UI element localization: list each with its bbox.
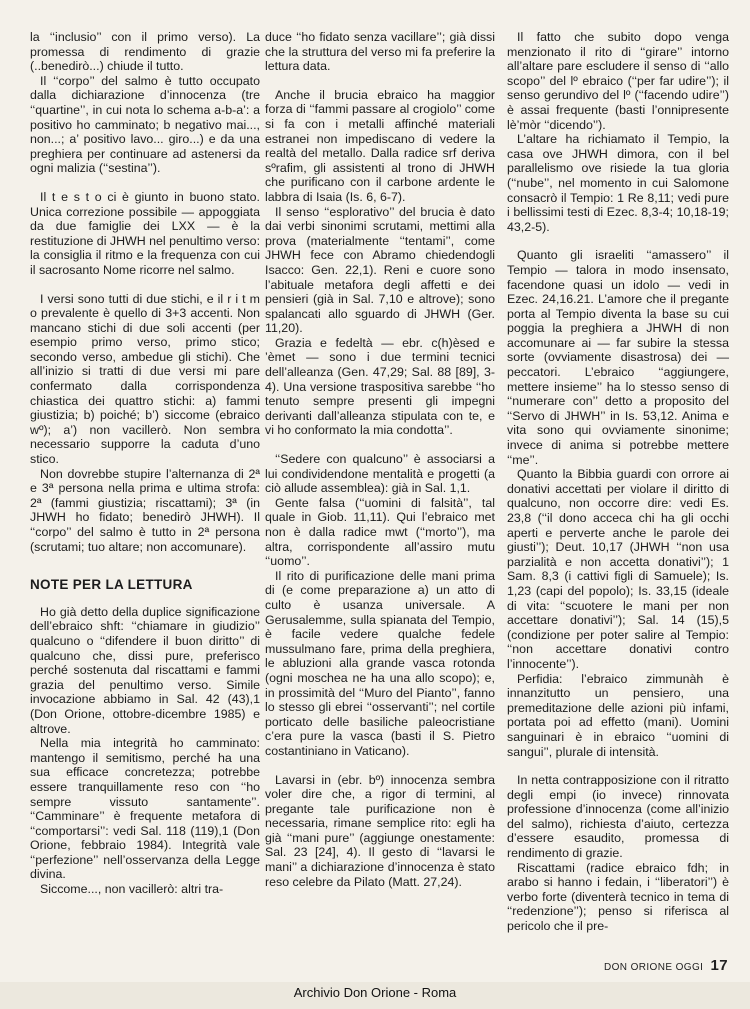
text-column-left <box>30 30 260 897</box>
paragraph: Il fatto che subito dopo venga menzionato il rito di ‘‘girare’’ intorno all’altare pare escludere il senso di ‘‘allo scopo’’ del lº ebraico (‘‘per far udire’’); il senso gerundivo del lº (‘‘facendo udire’’) è assai frequente (basti l’onnipresente lè’mòr ‘‘dicendo’’). <box>507 30 729 132</box>
paragraph: Perfidia: l’ebraico zimmunàh è innanzitutto un pensiero, una premeditazione delle azioni più infami, portata poi ad effetto (mani). Uomini sanguinari è in ebraico ‘‘uomini di sangui’’, plurale di intensità. <box>507 671 729 759</box>
paragraph: Il rito di purificazione delle mani prima di (e come preparazione a) un atto di culto è usanza universale. A Gerusalemme, sulla spianata del Tempio, è facile vedere qualche fedele mussulmano fare, prima della preghiera, le abluzioni alla grande vasca rotonda (ogni moschea ne ha una allo scopo); e, in prossimità del ‘‘Muro del Pianto’’, fanno lo stesso gli ebrei ‘‘osservanti’’; nel cortile porticato delle basiliche paleocristiane c’era pure la vasca (basti il S. Pietro costantiniano in Vaticano). <box>265 568 495 758</box>
page-footer <box>604 957 728 974</box>
paragraph: Siccome..., non vacillerò: altri tra- <box>40 882 224 897</box>
page-number: 17 <box>710 957 728 974</box>
paragraph: L’altare ha richiamato il Tempio, la casa ove JHWH dimora, con il bel parallelismo ove risiede la tua gloria (‘‘nube’’, nel momento in cui Salomone consacrò il Tempio: 1 Re 8,11; vedi pure i bellissimi testi di Ezec. 8,3-4; 10,18-19; 43,2-5). <box>507 132 729 234</box>
paragraph: Quanto gli israeliti ‘‘amassero’’ il Tempio — talora in modo insensato, facendone quasi un idolo — vedi in Ezec. 24,16.21. L’amore che il pregante porta al Tempio diventa la base su cui poggia la preghiera a JHWH di non accomunare ai — far subire la stessa sorte (ovviamente disastrosa) dei — peccatori. L’ebraico ‘‘aggiungere, mettere insieme’’ ha lo stesso senso di ‘‘numerare con’’ detto a proposito del ‘‘Servo di JHWH’’ in Is. 53,12. Anima e vita sono qui ovviamente sinonime; invece di anima si potrebbe mettere ‘‘me’’. <box>507 248 729 467</box>
archive-caption: Archivio Don Orione - Roma <box>293 985 457 1000</box>
paragraph: Ho già detto della duplice significazione dell’ebraico shft: ‘‘chiamare in giudizio’’ qualcuno o ‘‘difendere il buon diritto’’ di qualcuno che, dissi pure, preferisco perché sostenuta dal riscattami e fammi grazia del penultimo verso. Simile invocazione abbiamo in Sal. 42 (43),1 (Don Orione, ottobre-dicembre 1985) e altrove. <box>30 604 260 736</box>
paragraph: Anche il brucia ebraico ha maggior forza di ‘‘fammi passare al crogiolo’’ come si fa con i metalli affinché materiali estranei non impediscano di vedere la realtà del metallo. Dalla radice srf deriva sºrafim, gli assistenti al trono di JHWH che purificano con il carbone ardente le labbra di Isaia (Is. 6, 6-7). <box>265 87 495 204</box>
paragraph: In netta contrapposizione con il ritratto degli empi (io invece) rinnovata professione d’innocenza (come all’inizio del salmo), richiesta d’aiuto, certezza d’essere esaudito, promessa di rendimento di grazie. <box>507 773 729 861</box>
text-column-right <box>507 30 729 934</box>
text-column-middle <box>265 30 495 889</box>
paragraph: Il t e s t o ci è giunto in buono stato. Unica correzione possibile — appoggiata da due famiglie dei LXX — è la restituzione di JHWH nel penultimo verso: la consiglia il ritmo e la frequenza con cui il sacrosanto Nome ricorre nel salmo. <box>30 189 261 277</box>
paragraph: Quanto la Bibbia guardi con orrore ai donativi accettati per violare il diritto di qualcuno, non occorre dire: vedi Es. 23,8 (‘‘il dono acceca chi ha gli occhi aperti e perverte anche le parole dei giusti’’); Deut. 10,17 (JHWH ‘‘non usa parzialità e non accetta donativi’’); 1 Sam. 8,3 (i cattivi figli di Samuele); Is. 1,23 (capi del popolo); Is. 33,15 (ideale di vita: ‘‘scuotere le mani per non accettare donativi’’); Sal. 14 (15),5 (condizione per poter salire al Tempio: ‘‘non accettare donativi contro l’innocente’’). <box>507 467 729 671</box>
paragraph: Il ‘‘corpo’’ del salmo è tutto occupato dalla dichiarazione d’innocenza (tre ‘‘quartine’’, in cui nota lo schema a-b-a’: a positivo ho camminato; b negativo mai..., non...; a’ positivo lavo... giro...) e da una preghiera per continuare ad astenersi da ogni malizia (‘‘sestina’’). <box>30 73 260 176</box>
paragraph: Il senso ‘‘esplorativo’’ del brucia è dato dai verbi sinonimi scrutami, mettimi alla prova (materialmente ‘‘tentami’’, come JHWH fece con Abramo chiedendogli Isacco: Gen. 22,1). Reni e cuore sono l’abituale metafora degli affetti e dei pensieri (già in Sal. 7,10 e altrove); sono spalancati allo sguardo di JHWH (Ger. 11,20). <box>265 204 495 336</box>
paragraph: Gente falsa (‘‘uomini di falsità’’, tal quale in Giob. 11,11). Qui l’ebraico met non è dalla radice mwt (‘‘morto’’), ma altra, corrispondente all’assiro mutu ‘‘uomo’’. <box>265 495 495 569</box>
section-heading: NOTE PER LA LETTURA <box>30 577 193 593</box>
paragraph: Lavarsi in (ebr. bº) innocenza sembra voler dire che, a rigor di termini, al pregante tale purificazione non è necessaria, rimane semplice rito: egli ha già ‘‘mani pure’’ (aggiunge onestamente: Sal. 23 [24], 4). Il gesto di ‘‘lavarsi le mani’’ a dichiarazione d’innocenza è stato reso celebre da Pilato (Matt. 27,24). <box>265 772 495 889</box>
paragraph: Grazia e fedeltà — ebr. c(h)èsed e ’èmet — sono i due termini tecnici dell’alleanza (Gen. 47,29; Sal. 88 [89], 3-4). Una versione traspositiva sarebbe ‘‘ho tenuto sempre presenti gli impegni derivanti dall’alleanza stipulata con te, e vi ho conformato la mia condotta’’. <box>265 335 495 438</box>
paragraph: I versi sono tutti di due stichi, e il r i t m o prevalente è quello di 3+3 accenti. Non mancano stichi di due soli accenti (per esempio primo verso, primo stico; secondo verso, ambedue gli stichi). Che all’inizio si tratti di due versi mi pare confermato dalla corrispondenza chiastica dei quattro stichi: a) fammi giustizia; b) poiché; b’) siccome (ebraico wº); a’) non vacillerò. Non sembra necessario supporre la caduta d’uno stico. <box>30 291 260 467</box>
paragraph: la ‘‘inclusio’’ con il primo verso). La promessa di rendimento di grazie (..benedirò...) chiude il tutto. <box>30 30 260 74</box>
paragraph: Nella mia integrità ho camminato: mantengo il semitismo, perché ha una sua efficace concretezza; potrebbe essere tranquillamente reso con ‘‘ho sempre vissuto santamente’’. ‘‘Camminare’’ è frequente metafora di ‘‘comportarsi’’: vedi Sal. 118 (119),1 (Don Orione, febbraio 1984). Integrità vale ‘‘perfezione’’ nell’osservanza della Legge divina. <box>30 736 260 882</box>
paragraph: duce ‘‘ho fidato senza vacillare’’; già dissi che la struttura del verso mi fa preferire la lettura data. <box>265 30 495 74</box>
paragraph: Non dovrebbe stupire l’alternanza di 2ª e 3ª persona nella prima e ultima strofa: 2ª (fammi giustizia; riscattami); 3ª (in JHWH ho fidato; benedirò JHWH). Il ‘‘corpo’’ del salmo è tutto in 2ª persona (scrutami; tuo altare; non accomunare). <box>30 466 260 554</box>
paragraph: Riscattami (radice ebraico fdh; in arabo si hanno i fedain, i ‘‘liberatori’’) è verbo forte (diventerà tecnico in tema di ‘‘redenzione’’); penso si riferisca al pericolo che il pre- <box>507 860 729 934</box>
paragraph: ‘‘Sedere con qualcuno’’ è associarsi a lui condividendone mentalità e progetti (a ciò allude assemblea): già in Sal. 1,1. <box>265 452 495 496</box>
magazine-name: DON ORIONE OGGI <box>603 962 704 973</box>
